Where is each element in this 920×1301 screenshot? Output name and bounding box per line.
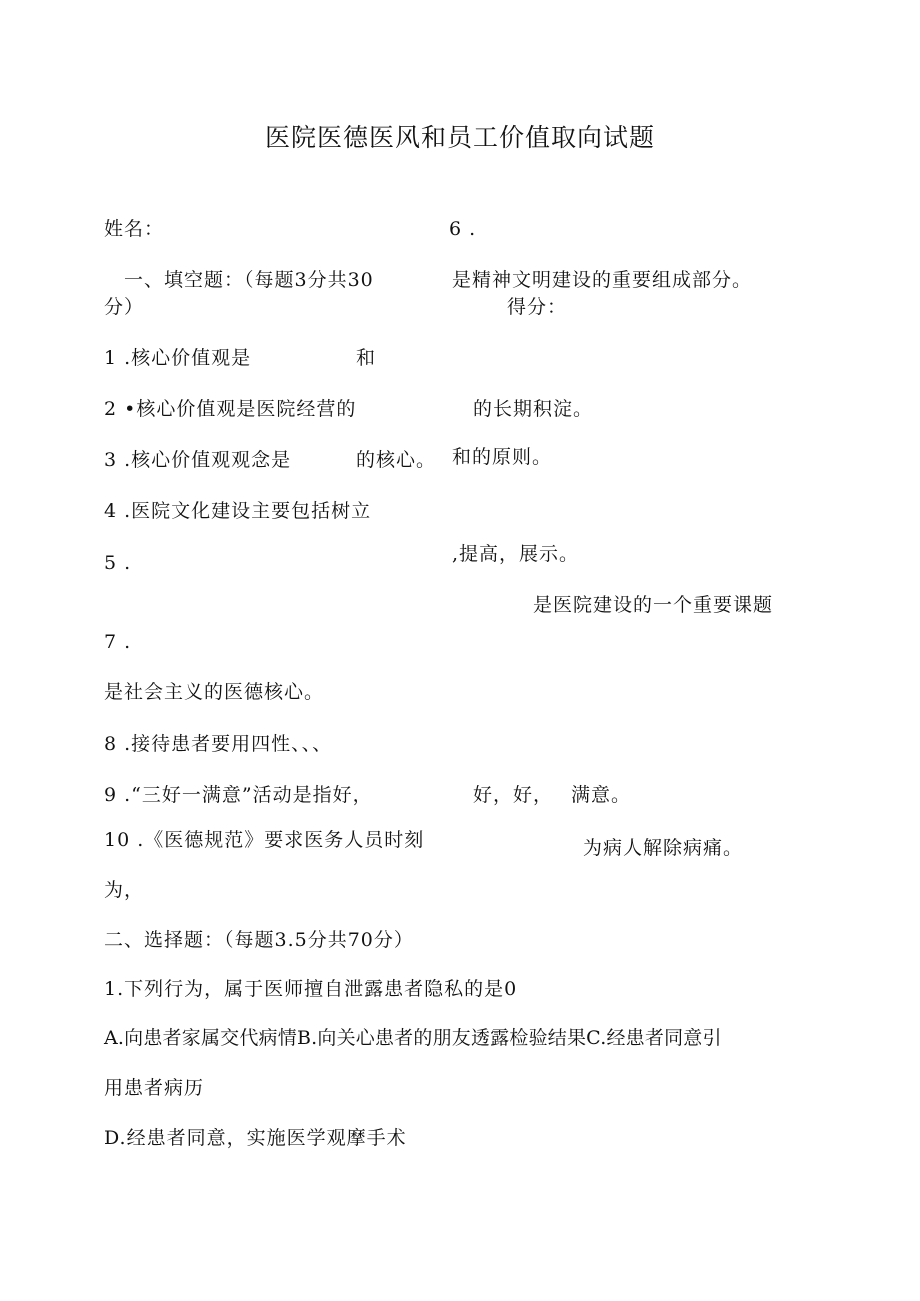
question-2-cont: 的长期积淀。 [473,398,594,420]
score-label: 得分： [507,296,568,318]
question-3: 3 .核心价值观观念是 [104,449,292,471]
question-6-text: 是精神文明建设的重要组成部分。 [452,269,753,291]
choice-question-1: 1.下列行为，属于医师擅自泄露患者隐私的是0 [104,978,518,1000]
question-7-text: 是社会主义的医德核心。 [104,681,325,703]
question-4: 4 .医院文化建设主要包括树立 [104,500,372,522]
section-1-heading: 一、填空题：（每题3分共30 [124,269,374,291]
question-5-tail: 是医院建设的一个重要课题 [533,594,774,616]
section-1-heading-cont: 分） [104,296,145,318]
question-5-cont: ,提高，展示。 [452,543,580,565]
question-9: 9 .“三好一满意”活动是指好， [104,784,373,806]
choice-options-abc-cont: 用患者病历 [104,1077,205,1099]
choice-option-d: D.经患者同意，实施医学观摩手术 [104,1127,407,1149]
name-label: 姓名： [104,218,165,240]
section-2-heading: 二、选择题：（每题3.5分共70分） [104,929,414,951]
question-10-cont: 为病人解除病痛。 [583,837,744,859]
question-9-tail: 满意。 [571,784,632,806]
question-2: 2 •核心价值观是医院经营的 [104,398,357,420]
question-1-cont: 和 [356,347,377,369]
question-3-cont: 的核心。 [356,449,437,471]
question-9-cont: 好，好， [473,784,554,806]
choice-options-abc: A.向患者家属交代病情B.向关心患者的朋友透露检验结果C.经患者同意引 [104,1027,722,1049]
question-10: 10 .《医德规范》要求医务人员时刻 [104,829,425,851]
question-8: 8 .接待患者要用四性、、、 [104,733,333,755]
question-5: 5 . [104,552,132,574]
question-10-tail: 为， [104,879,145,901]
question-6-number: 6 . [449,218,477,240]
page-title: 医院医德医风和员工价值取向试题 [264,123,655,152]
question-7: 7 . [104,631,132,653]
question-1: 1 .核心价值观是 [104,347,252,369]
question-3-tail: 和的原则。 [452,446,553,468]
